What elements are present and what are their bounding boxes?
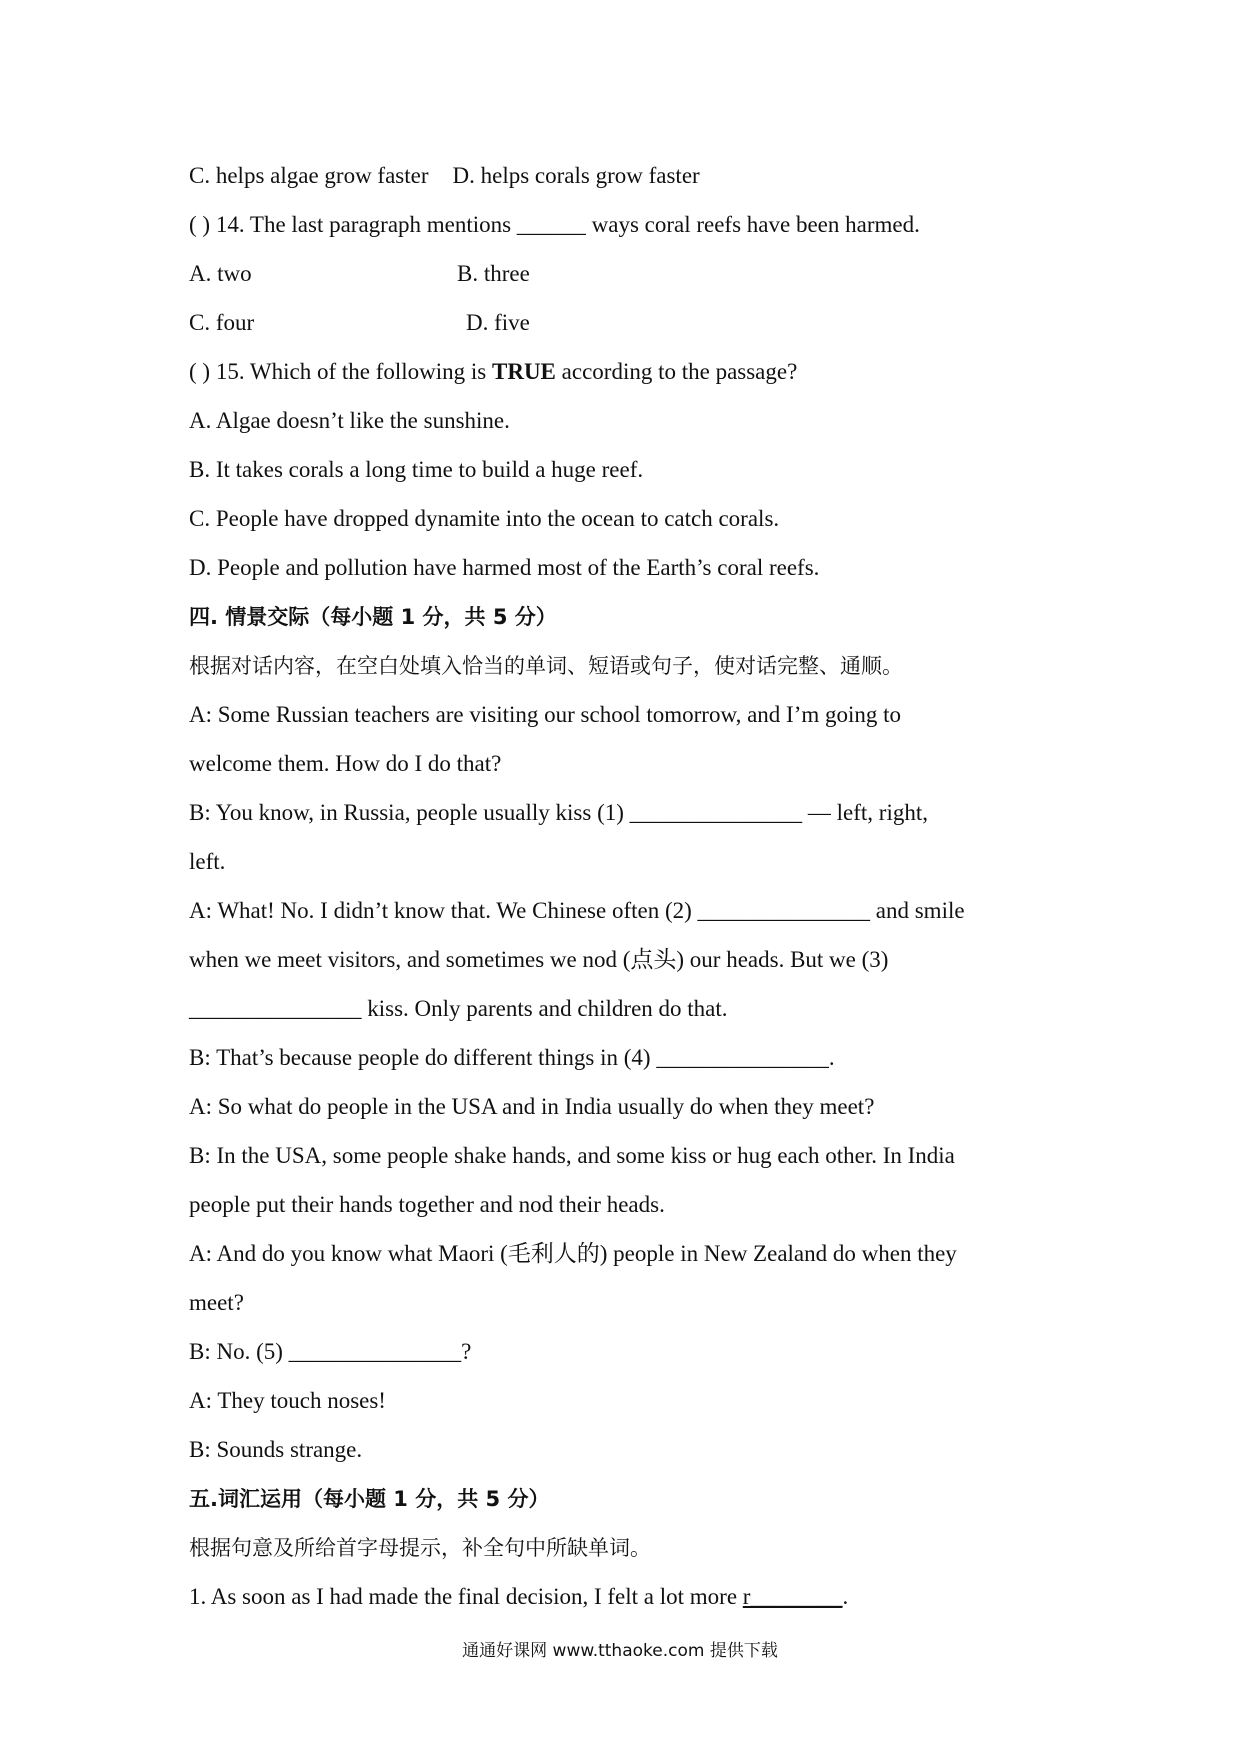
q15-stem-suffix: according to the passage? — [555, 359, 798, 384]
q15-stem — [189, 357, 797, 387]
dialogue-line: left. — [189, 849, 226, 874]
q15-option-d: D. People and pollution have harmed most of the Earth’s coral reefs. — [189, 555, 820, 580]
q15-option-a: A. Algae doesn’t like the sunshine. — [189, 408, 510, 433]
section4-heading: 四. 情景交际（每小题 1 分，共 5 分） — [189, 605, 557, 629]
dialogue-line: B: Sounds strange. — [189, 1437, 363, 1462]
q14-option-a: A. two — [189, 261, 252, 286]
q14-stem: ( ) 14. The last paragraph mentions ______ ways coral reefs have been harmed. — [189, 212, 920, 237]
section5-question-1 — [189, 1582, 848, 1612]
dialogue-line: A: What! No. I didn’t know that. We Chinese often (2) _______________ and smile — [189, 898, 965, 923]
dialogue-line: A: And do you know what Maori (毛利人的) people in New Zealand do when they — [189, 1241, 957, 1266]
q1-prefix: 1. As soon as I had made the final decision, I felt a lot more — [189, 1584, 743, 1609]
q15-option-c: C. People have dropped dynamite into the ocean to catch corals. — [189, 506, 780, 531]
q15-stem-bold: TRUE — [492, 359, 556, 384]
q13-options-cd — [189, 161, 700, 191]
dialogue-line: A: So what do people in the USA and in India usually do when they meet? — [189, 1094, 875, 1119]
q1-suffix: . — [842, 1584, 849, 1609]
dialogue-line: B: That’s because people do different things in (4) _______________. — [189, 1045, 835, 1070]
q13-option-d: D. helps corals grow faster — [452, 163, 700, 188]
section5-instruction: 根据句意及所给首字母提示，补全句中所缺单词。 — [189, 1536, 651, 1560]
section4-instruction: 根据对话内容，在空白处填入恰当的单词、短语或句子，使对话完整、通顺。 — [189, 654, 903, 678]
page-footer: 通通好课网 www.tthaoke.com 提供下载 — [462, 1641, 778, 1661]
dialogue-line: welcome them. How do I do that? — [189, 751, 502, 776]
dialogue-line: B: In the USA, some people shake hands, and some kiss or hug each other. In India — [189, 1143, 955, 1168]
dialogue-line: A: Some Russian teachers are visiting our school tomorrow, and I’m going to — [189, 702, 902, 727]
dialogue-line: A: They touch noses! — [189, 1388, 386, 1413]
q1-blank: r________ — [742, 1584, 843, 1609]
q14-option-c: C. four — [189, 310, 255, 335]
dialogue-line: when we meet visitors, and sometimes we nod (点头) our heads. But we (3) — [189, 947, 889, 972]
dialogue-line: B: No. (5) _______________? — [189, 1339, 472, 1364]
q14-option-d: D. five — [466, 310, 530, 335]
dialogue-line: B: You know, in Russia, people usually kiss (1) _______________ — left, right, — [189, 800, 928, 825]
q15-option-b: B. It takes corals a long time to build a huge reef. — [189, 457, 644, 482]
q13-option-c: C. helps algae grow faster — [189, 163, 429, 188]
dialogue-line: meet? — [189, 1290, 244, 1315]
q15-stem-prefix: ( ) 15. Which of the following is — [189, 359, 492, 384]
dialogue-line: people put their hands together and nod their heads. — [189, 1192, 665, 1217]
q14-option-b: B. three — [457, 261, 530, 286]
q14-options-ab — [189, 259, 530, 289]
q14-options-cd — [189, 308, 530, 338]
section5-heading: 五.词汇运用（每小题 1 分，共 5 分） — [189, 1487, 550, 1511]
dialogue-line: _______________ kiss. Only parents and children do that. — [189, 996, 728, 1021]
